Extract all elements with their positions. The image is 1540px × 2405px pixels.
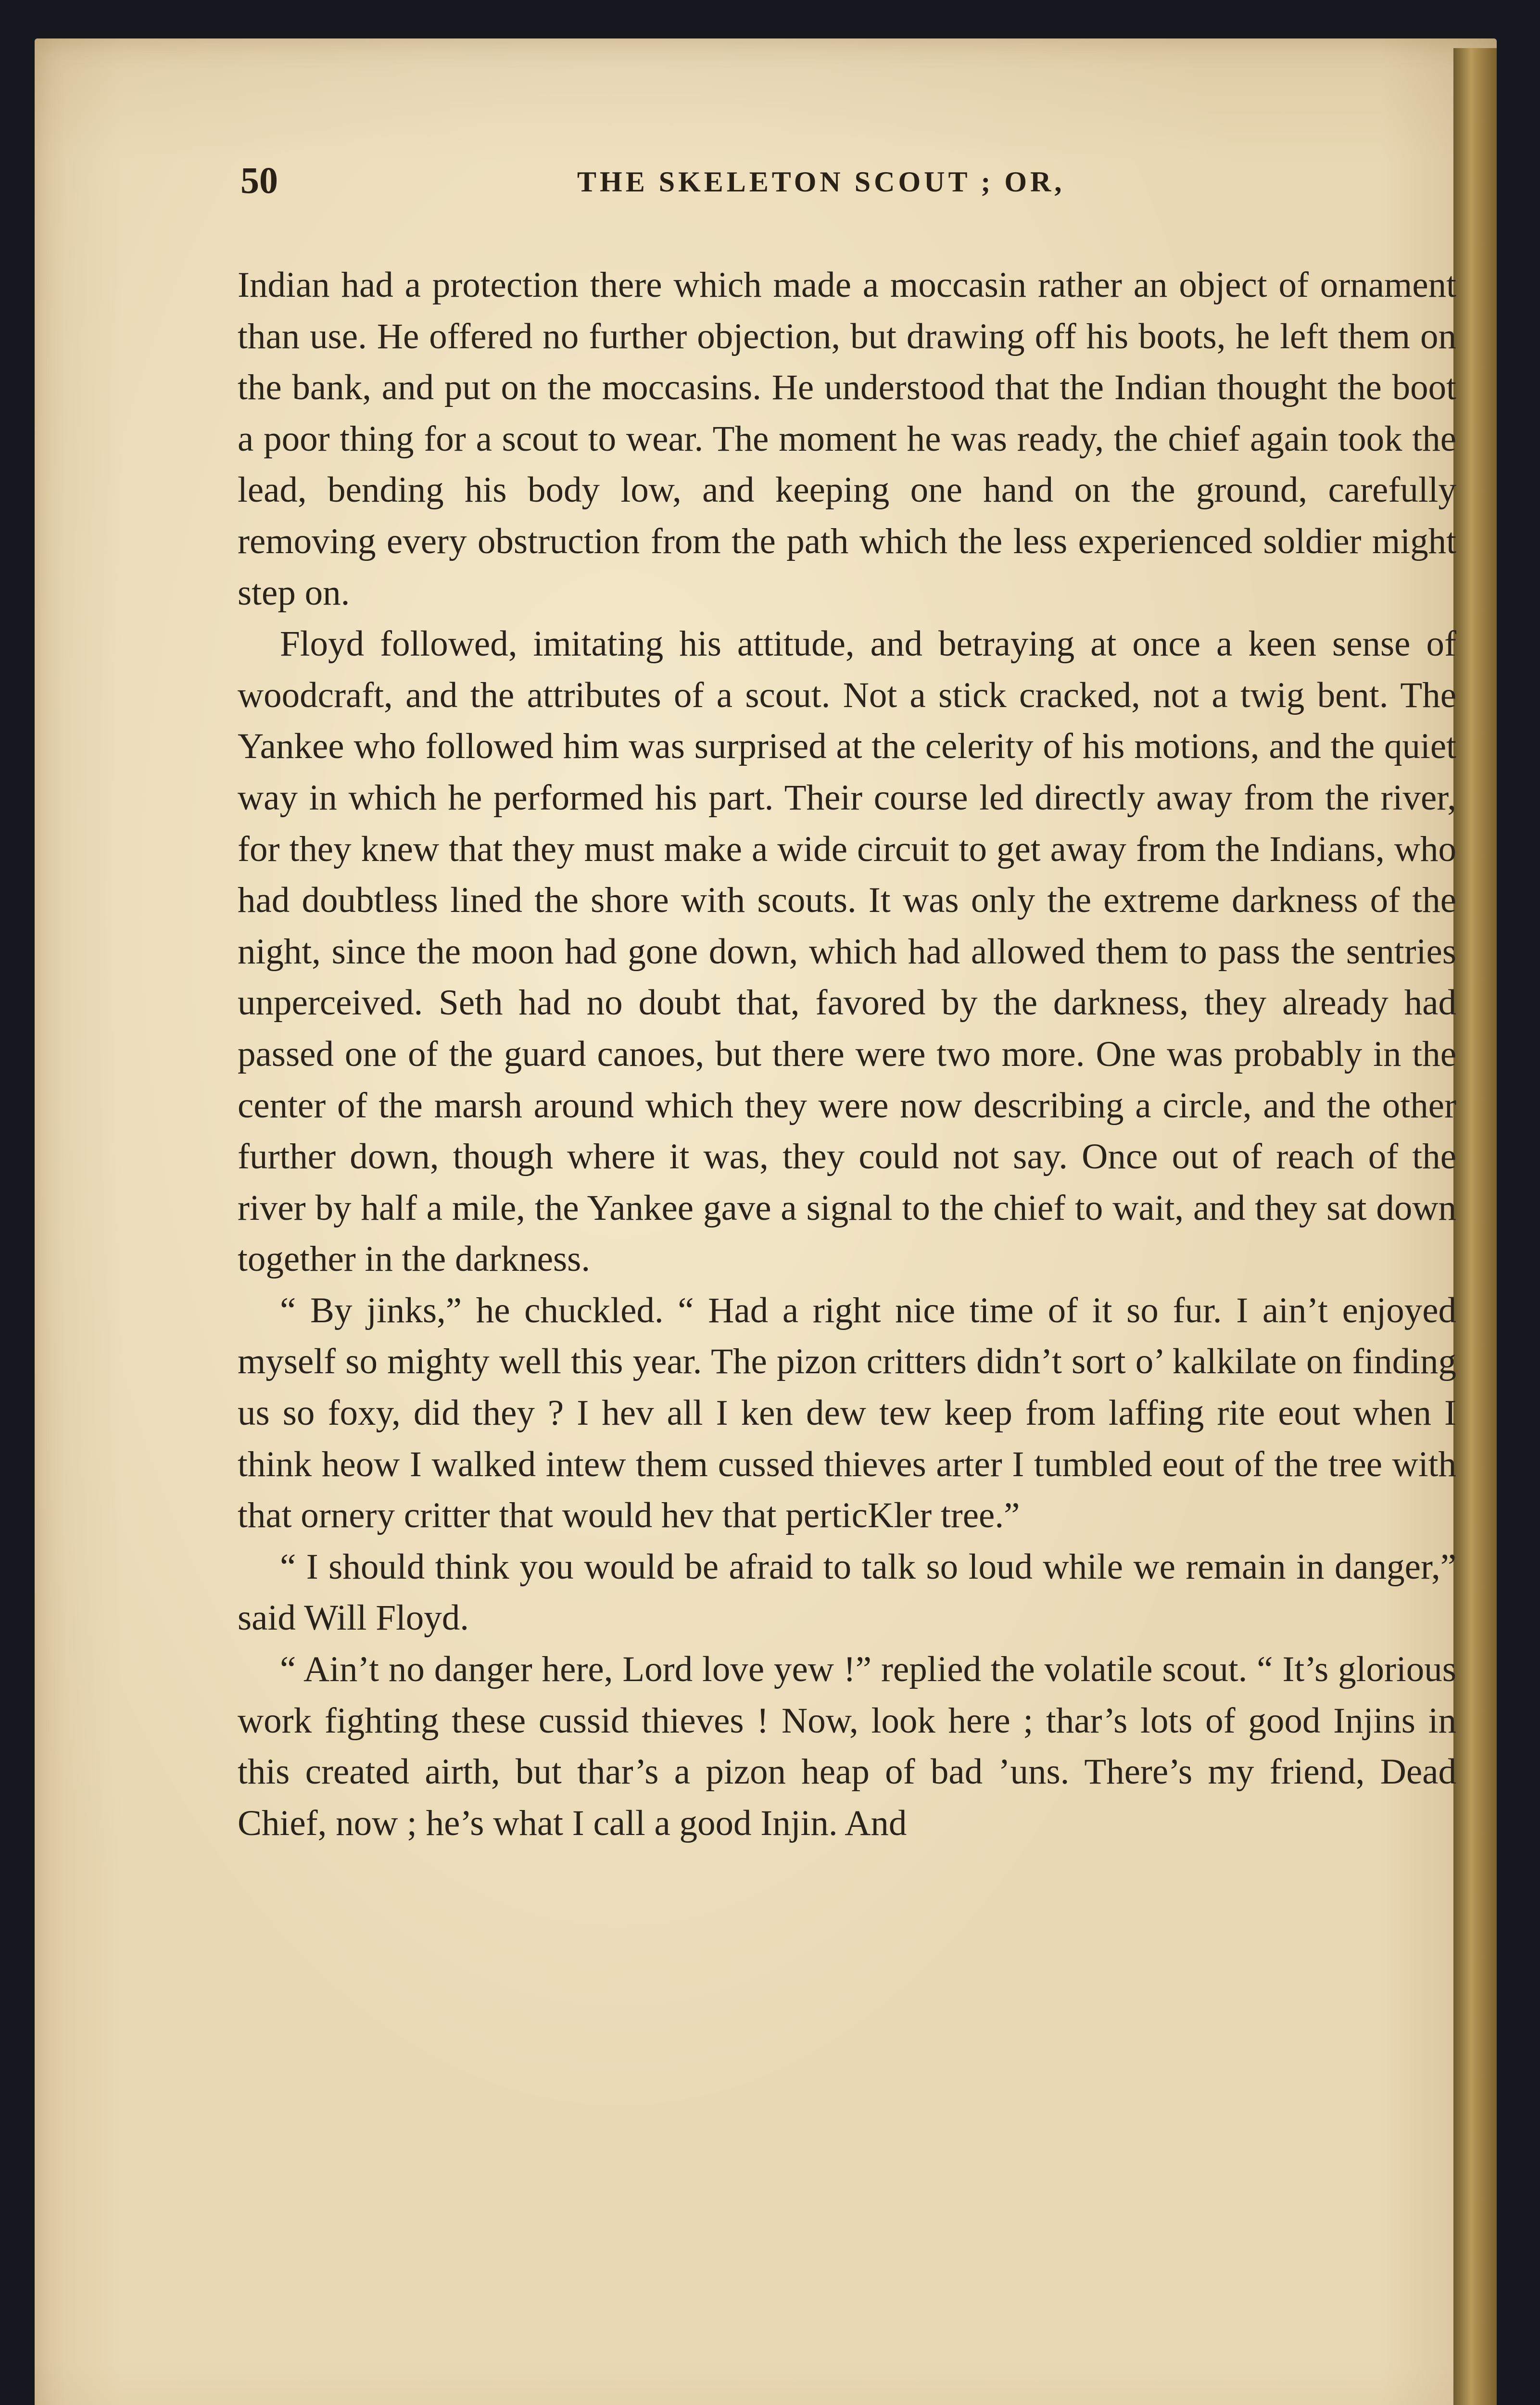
paragraph: “ I should think you would be afraid to talk so loud while we remain in danger,” said Will Floyd. xyxy=(238,1546,1456,1638)
paragraph: Floyd followed, imitating his attitude, and betraying at once a keen sense of woodcraft, and the attributes of a scout. Not a stick cracked, not a twig bent. The Yankee who followed him was surprised at the celerity of his motions, and the quiet way in which he performed his part. Their course led directly away from the river, for they knew that they must make a wide circuit to get away from the Indians, who had doubtless lined the shore with scouts. It was only the extreme darkness of the night, since the moon had gone down, which had allowed them to pass the sentries unperceived. Seth had no doubt that, favored by the darkness, they already had passed one of the guard canoes, but there were two more. One was probably in the center of the marsh around which they were now describing a circle, and the other further down, though where it was, they could not say. Once out of reach of the river by half a mile, the Yankee gave a signal to the chief to wait, and they sat down together in the darkness. xyxy=(238,624,1456,1279)
running-head xyxy=(240,159,1462,216)
paragraph: Indian had a protection there which made a moccasin rather an object of ornament than use. He offered no further objection, but drawing off his boots, he left them on the bank, and put on the moccasins. He understood that the Indian thought the boot a poor thing for a scout to wear. The moment he was ready, the chief again took the lead, bending his body low, and keeping one hand on the ground, carefully removing every obstruction from the path which the less experienced soldier might step on. xyxy=(238,265,1456,613)
body-text xyxy=(238,260,1456,1849)
paragraph: “ Ain’t no danger here, Lord love yew !” replied the volatile scout. “ It’s glorious work fighting these cussid thieves ! Now, look here ; thar’s lots of good Injins in this created airth, but thar’s a pizon heap of bad ’uns. There’s my friend, Dead Chief, now ; he’s what I call a good Injin. And xyxy=(238,1649,1456,1843)
running-head-title: THE SKELETON SCOUT ; OR, xyxy=(577,166,1065,198)
paragraph: “ By jinks,” he chuckled. “ Had a right nice time of it so fur. I ain’t enjoyed myself so mighty well this year. The pizon critters didn’t sort o’ kalkilate on finding us so foxy, did they ? I hev all I ken dew tew keep from laffing rite eout when I think heow I walked intew them cussed thieves arter I tumbled eout of the tree with that ornery critter that would hev that perticKler tree.” xyxy=(238,1290,1456,1536)
book-spine-edge xyxy=(1453,48,1497,2405)
page-number: 50 xyxy=(240,159,278,201)
